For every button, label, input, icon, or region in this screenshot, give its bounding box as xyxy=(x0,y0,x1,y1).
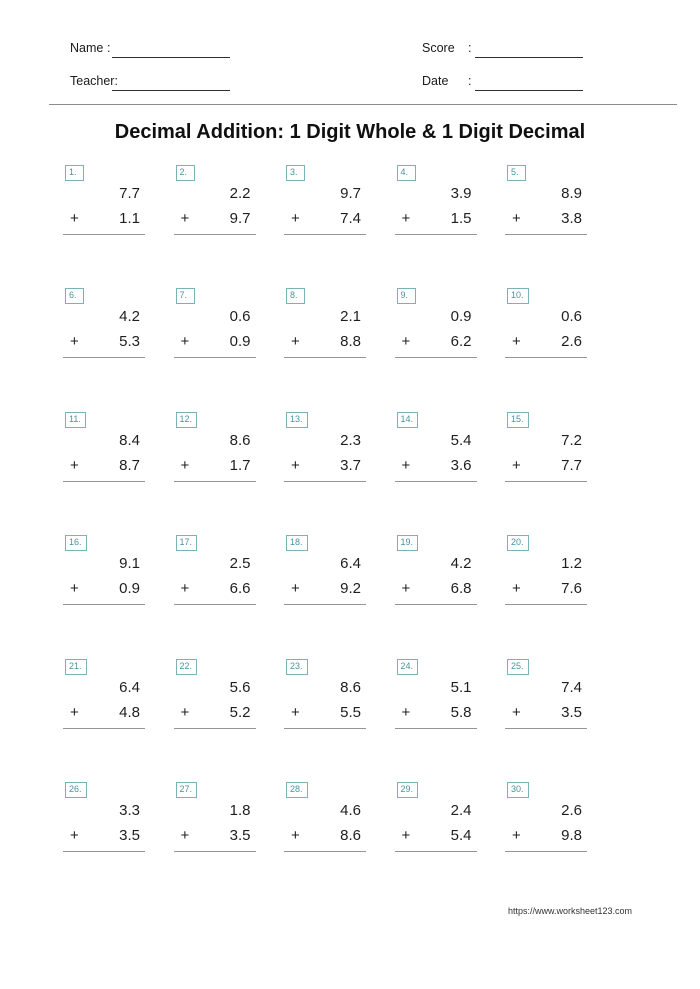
problem-number-badge: 4. xyxy=(397,165,416,181)
addend-bottom: 5.5 xyxy=(340,703,361,721)
addend-top: 1.2 xyxy=(561,555,582,573)
addend-top: 4.2 xyxy=(119,308,140,326)
problem-cell xyxy=(63,409,145,532)
plus-sign: + xyxy=(291,333,300,351)
addend-bottom-row xyxy=(395,457,477,475)
addend-bottom: 3.8 xyxy=(561,210,582,227)
addend-bottom: 1.7 xyxy=(229,456,251,474)
addend-top: 8.6 xyxy=(340,678,361,696)
problem-number-badge: 6. xyxy=(65,288,84,304)
problem-number-badge: 22. xyxy=(176,659,198,675)
answer-line xyxy=(395,357,477,358)
problem-number-badge: 7. xyxy=(176,288,195,304)
plus-sign: + xyxy=(180,703,190,721)
answer-line xyxy=(505,851,587,852)
answer-line xyxy=(174,728,256,729)
addend-bottom: 8.8 xyxy=(340,333,361,351)
problem-number-badge: 15. xyxy=(507,412,529,428)
addend-top: 6.4 xyxy=(340,555,361,573)
page-title: Decimal Addition: 1 Digit Whole & 1 Digit Decimal xyxy=(114,121,586,143)
problem-number-badge: 30. xyxy=(507,782,529,798)
plus-sign: + xyxy=(401,703,411,721)
problem-number-badge: 27. xyxy=(176,782,198,798)
addend-bottom: 0.9 xyxy=(229,333,251,351)
answer-line xyxy=(395,481,477,482)
addend-bottom-row xyxy=(174,210,256,228)
problem-number-badge: 8. xyxy=(286,288,305,304)
addend-bottom-row xyxy=(284,457,366,475)
answer-line xyxy=(284,604,366,605)
problem-cell xyxy=(63,656,145,779)
addend-bottom: 6.8 xyxy=(450,580,472,598)
problem-cell xyxy=(284,285,366,408)
problem-number-badge: 21. xyxy=(65,659,87,675)
answer-line xyxy=(63,604,145,605)
plus-sign: + xyxy=(70,826,79,844)
plus-sign: + xyxy=(180,826,190,844)
addend-bottom-row xyxy=(63,827,145,845)
problem-number-badge: 3. xyxy=(286,165,305,181)
problem-cell xyxy=(174,656,256,779)
plus-sign: + xyxy=(401,580,411,598)
problem-cell xyxy=(63,532,145,655)
answer-line xyxy=(505,234,587,235)
addend-top: 5.6 xyxy=(229,678,251,696)
addend-top: 2.1 xyxy=(340,308,361,326)
addend-bottom-row xyxy=(284,210,366,228)
problem-cell xyxy=(505,779,587,902)
addend-bottom: 3.5 xyxy=(229,826,251,844)
problem-number-badge: 20. xyxy=(507,535,529,551)
problem-number-badge: 24. xyxy=(397,659,419,675)
answer-line xyxy=(505,481,587,482)
addend-bottom-row xyxy=(395,827,477,845)
plus-sign: + xyxy=(70,580,79,598)
addend-bottom: 9.2 xyxy=(340,580,361,598)
problem-cell xyxy=(284,162,366,285)
answer-line xyxy=(174,851,256,852)
answer-line xyxy=(284,728,366,729)
plus-sign: + xyxy=(401,333,411,351)
score-blank-line xyxy=(475,43,583,58)
addend-bottom-row xyxy=(63,333,145,351)
addend-bottom: 3.5 xyxy=(119,826,140,844)
problem-number-badge: 17. xyxy=(176,535,198,551)
problem-cell xyxy=(505,162,587,285)
answer-line xyxy=(284,234,366,235)
plus-sign: + xyxy=(291,210,300,227)
date-label: Date xyxy=(422,74,449,88)
problem-number-badge: 29. xyxy=(397,782,419,798)
problem-number-badge: 26. xyxy=(65,782,87,798)
addend-top: 2.2 xyxy=(229,185,251,202)
addend-bottom-row xyxy=(284,704,366,722)
problem-number-badge: 10. xyxy=(507,288,529,304)
addend-bottom: 1.1 xyxy=(119,210,140,227)
answer-line xyxy=(395,234,477,235)
addend-top: 2.6 xyxy=(561,801,582,819)
addend-bottom-row xyxy=(395,704,477,722)
plus-sign: + xyxy=(512,580,521,598)
plus-sign: + xyxy=(180,333,190,351)
addend-bottom: 0.9 xyxy=(119,580,140,598)
addend-top: 4.2 xyxy=(450,555,472,573)
problem-cell xyxy=(174,409,256,532)
answer-line xyxy=(505,357,587,358)
answer-line xyxy=(284,481,366,482)
addend-bottom: 3.7 xyxy=(340,456,361,474)
problem-number-badge: 25. xyxy=(507,659,529,675)
plus-sign: + xyxy=(401,210,411,227)
problem-cell xyxy=(63,162,145,285)
problem-number-badge: 14. xyxy=(397,412,419,428)
addend-top: 5.1 xyxy=(450,678,472,696)
addend-bottom: 4.8 xyxy=(119,703,140,721)
addend-bottom: 5.2 xyxy=(229,703,251,721)
addend-bottom: 5.4 xyxy=(450,826,472,844)
problem-cell xyxy=(284,532,366,655)
addend-bottom-row xyxy=(174,827,256,845)
addend-top: 7.2 xyxy=(561,431,582,449)
problem-cell xyxy=(395,285,477,408)
addend-bottom: 2.6 xyxy=(561,333,582,351)
addend-top: 9.7 xyxy=(340,185,361,202)
name-blank-line xyxy=(112,43,230,58)
answer-line xyxy=(395,728,477,729)
addend-bottom: 7.6 xyxy=(561,580,582,598)
answer-line xyxy=(63,851,145,852)
problem-number-badge: 28. xyxy=(286,782,308,798)
date-blank-line xyxy=(475,76,583,91)
addend-bottom: 5.8 xyxy=(450,703,472,721)
plus-sign: + xyxy=(401,826,411,844)
problem-number-badge: 13. xyxy=(286,412,308,428)
problem-cell xyxy=(505,656,587,779)
problem-cell xyxy=(395,162,477,285)
addend-bottom: 1.5 xyxy=(450,210,472,227)
addend-bottom-row xyxy=(284,333,366,351)
addend-bottom: 3.5 xyxy=(561,703,582,721)
plus-sign: + xyxy=(291,703,300,721)
answer-line xyxy=(63,234,145,235)
answer-line xyxy=(174,604,256,605)
name-label: Name xyxy=(70,41,104,55)
answer-line xyxy=(284,851,366,852)
problem-cell xyxy=(63,285,145,408)
problem-number-badge: 1. xyxy=(65,165,84,181)
addend-bottom-row xyxy=(63,704,145,722)
addend-top: 7.4 xyxy=(561,678,582,696)
addend-bottom-row xyxy=(174,333,256,351)
plus-sign: + xyxy=(291,456,300,474)
problem-cell xyxy=(284,656,366,779)
score-label: Score xyxy=(422,41,455,55)
addend-bottom-row xyxy=(505,333,587,351)
problem-cell xyxy=(505,409,587,532)
problem-number-badge: 18. xyxy=(286,535,308,551)
plus-sign: + xyxy=(401,456,411,474)
addend-bottom: 5.3 xyxy=(119,333,140,351)
addend-bottom-row xyxy=(63,210,145,228)
addend-bottom-row xyxy=(174,457,256,475)
plus-sign: + xyxy=(291,826,300,844)
plus-sign: + xyxy=(70,456,79,474)
problem-number-badge: 19. xyxy=(397,535,419,551)
addend-top: 0.6 xyxy=(561,308,582,326)
addend-bottom: 6.6 xyxy=(229,580,251,598)
plus-sign: + xyxy=(70,210,79,227)
answer-line xyxy=(284,357,366,358)
addend-bottom-row xyxy=(174,704,256,722)
teacher-label: Teacher: xyxy=(70,74,118,88)
addend-top: 2.3 xyxy=(340,431,361,449)
addend-top: 5.4 xyxy=(450,431,472,449)
addend-bottom-row xyxy=(505,827,587,845)
addend-bottom-row xyxy=(505,580,587,598)
problem-number-badge: 2. xyxy=(176,165,195,181)
addend-bottom: 9.7 xyxy=(229,210,251,227)
addend-top: 4.6 xyxy=(340,801,361,819)
answer-line xyxy=(63,481,145,482)
problem-number-badge: 16. xyxy=(65,535,87,551)
addend-top: 2.4 xyxy=(450,801,472,819)
addend-bottom-row xyxy=(174,580,256,598)
problem-cell xyxy=(395,409,477,532)
addend-bottom-row xyxy=(395,333,477,351)
date-colon: : xyxy=(468,74,472,88)
problem-cell xyxy=(63,779,145,902)
answer-line xyxy=(63,728,145,729)
answer-line xyxy=(63,357,145,358)
addend-bottom-row xyxy=(505,210,587,228)
addend-top: 9.1 xyxy=(119,555,140,573)
addend-bottom-row xyxy=(505,457,587,475)
header-separator-line xyxy=(49,96,677,105)
problems-grid xyxy=(63,162,616,902)
addend-bottom: 8.6 xyxy=(340,826,361,844)
problem-number-badge: 12. xyxy=(176,412,198,428)
problem-cell xyxy=(505,532,587,655)
answer-line xyxy=(174,234,256,235)
plus-sign: + xyxy=(512,333,521,351)
plus-sign: + xyxy=(70,333,79,351)
problem-cell xyxy=(174,779,256,902)
addend-bottom-row xyxy=(63,580,145,598)
addend-bottom: 8.7 xyxy=(119,456,140,474)
answer-line xyxy=(395,851,477,852)
addend-top: 2.5 xyxy=(229,555,251,573)
addend-top: 8.6 xyxy=(229,431,251,449)
plus-sign: + xyxy=(512,210,521,227)
addend-top: 6.4 xyxy=(119,678,140,696)
addend-bottom: 6.2 xyxy=(450,333,472,351)
plus-sign: + xyxy=(180,210,190,227)
problem-cell xyxy=(174,532,256,655)
addend-bottom: 7.4 xyxy=(340,210,361,227)
problem-cell xyxy=(395,779,477,902)
problem-number-badge: 23. xyxy=(286,659,308,675)
addend-bottom-row xyxy=(395,580,477,598)
addend-bottom: 9.8 xyxy=(561,826,582,844)
score-colon: : xyxy=(468,41,472,55)
addend-bottom: 7.7 xyxy=(561,456,582,474)
addend-top: 8.9 xyxy=(561,185,582,202)
problem-cell xyxy=(395,656,477,779)
addend-bottom-row xyxy=(63,457,145,475)
footer-url: https://www.worksheet123.com xyxy=(507,906,632,916)
addend-bottom-row xyxy=(395,210,477,228)
plus-sign: + xyxy=(512,703,521,721)
problem-cell xyxy=(395,532,477,655)
addend-top: 1.8 xyxy=(229,801,251,819)
addend-bottom: 3.6 xyxy=(450,456,472,474)
addend-top: 8.4 xyxy=(119,431,140,449)
plus-sign: + xyxy=(291,580,300,598)
addend-bottom-row xyxy=(284,580,366,598)
addend-top: 3.9 xyxy=(450,185,472,202)
problem-cell xyxy=(505,285,587,408)
addend-top: 0.6 xyxy=(229,308,251,326)
problem-number-badge: 5. xyxy=(507,165,526,181)
problem-cell xyxy=(174,285,256,408)
plus-sign: + xyxy=(180,456,190,474)
answer-line xyxy=(174,357,256,358)
answer-line xyxy=(505,728,587,729)
answer-line xyxy=(174,481,256,482)
addend-top: 7.7 xyxy=(119,185,140,202)
problem-number-badge: 9. xyxy=(397,288,416,304)
plus-sign: + xyxy=(512,456,521,474)
addend-bottom-row xyxy=(505,704,587,722)
plus-sign: + xyxy=(512,826,521,844)
answer-line xyxy=(505,604,587,605)
plus-sign: + xyxy=(70,703,79,721)
problem-number-badge: 11. xyxy=(65,412,86,428)
problem-cell xyxy=(174,162,256,285)
problem-cell xyxy=(284,779,366,902)
answer-line xyxy=(395,604,477,605)
addend-bottom-row xyxy=(284,827,366,845)
problem-cell xyxy=(284,409,366,532)
plus-sign: + xyxy=(180,580,190,598)
addend-top: 3.3 xyxy=(119,801,140,819)
teacher-blank-line xyxy=(112,76,230,91)
addend-top: 0.9 xyxy=(450,308,472,326)
name-colon: : xyxy=(107,41,111,55)
